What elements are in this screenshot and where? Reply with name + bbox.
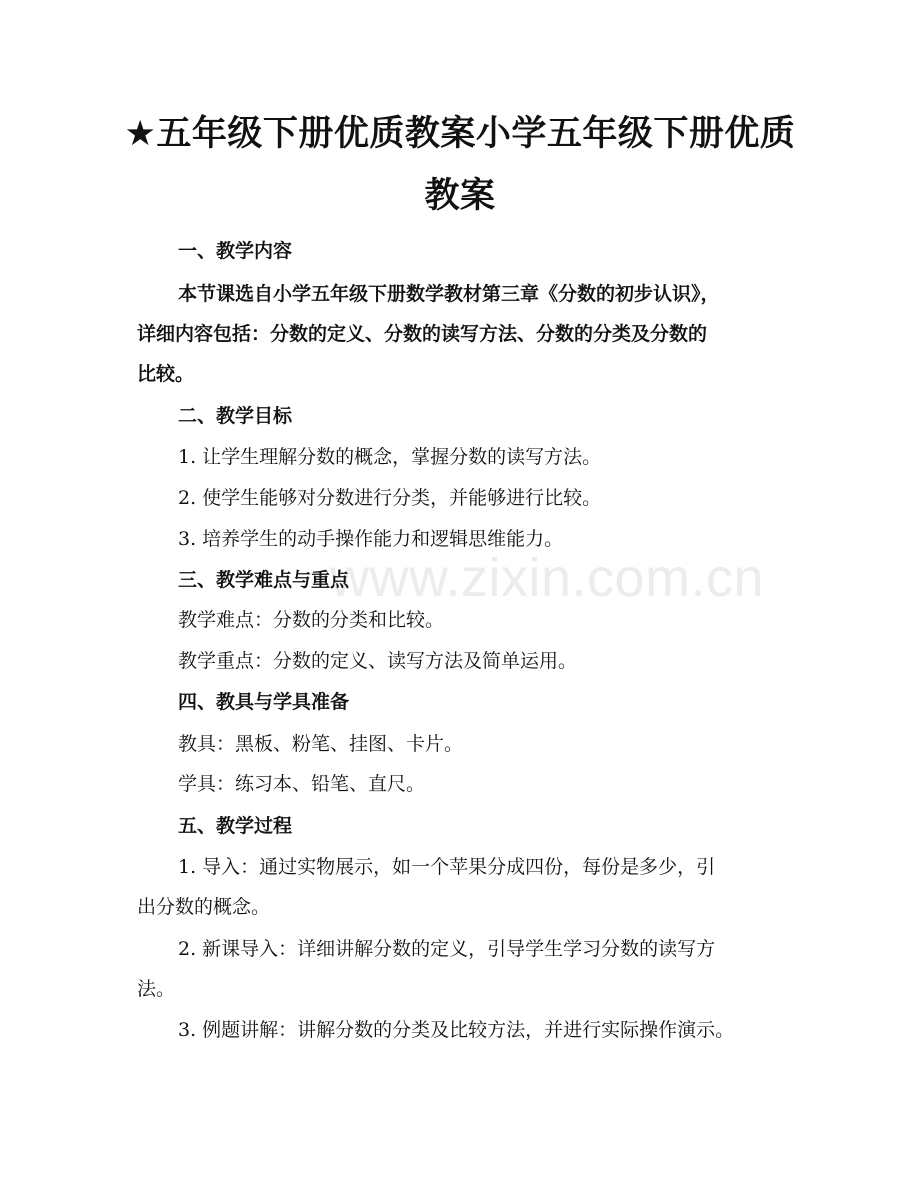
process-item-3-line-1: 3. 例题讲解：讲解分数的分类及比较方法，并进行实际操作演示。	[178, 1019, 735, 1041]
document-title-line-2: 教案	[424, 176, 496, 216]
section-heading-content: 一、教学内容	[178, 240, 293, 262]
content-paragraph-line-3: 比较。	[137, 363, 195, 385]
section-heading-goals: 二、教学目标	[178, 405, 293, 427]
section-heading-materials: 四、教具与学具准备	[178, 691, 350, 713]
process-item-1-line-1: 1. 导入：通过实物展示，如一个苹果分成四份，每份是多少，引	[178, 856, 716, 878]
goal-item-2: 2. 使学生能够对分数进行分类，并能够进行比较。	[178, 487, 602, 509]
goal-item-3: 3. 培养学生的动手操作能力和逻辑思维能力。	[178, 528, 564, 550]
content-paragraph-line-2: 详细内容包括：分数的定义、分数的读写方法、分数的分类及分数的	[137, 323, 708, 345]
document-title-line-1: ★五年级下册优质教案小学五年级下册优质	[124, 114, 796, 154]
content-paragraph-line-1: 本节课选自小学五年级下册数学教材第三章《分数的初步认识》，	[178, 283, 720, 305]
difficulty-text: 教学难点：分数的分类和比较。	[178, 609, 445, 631]
teacher-materials-text: 教具：黑板、粉笔、挂图、卡片。	[178, 733, 464, 755]
watermark: www.zixin.com.cn	[330, 548, 765, 608]
section-heading-process: 五、教学过程	[178, 815, 293, 837]
process-item-2-line-2: 法。	[137, 978, 176, 1000]
student-materials-text: 学具：练习本、铅笔、直尺。	[178, 773, 426, 795]
goal-item-1: 1. 让学生理解分数的概念，掌握分数的读写方法。	[178, 446, 602, 468]
key-point-text: 教学重点：分数的定义、读写方法及简单运用。	[178, 650, 578, 672]
process-item-1-line-2: 出分数的概念。	[137, 896, 271, 918]
process-item-2-line-1: 2. 新课导入：详细讲解分数的定义，引导学生学习分数的读写方	[178, 938, 716, 960]
section-heading-focus: 三、教学难点与重点	[178, 569, 350, 591]
